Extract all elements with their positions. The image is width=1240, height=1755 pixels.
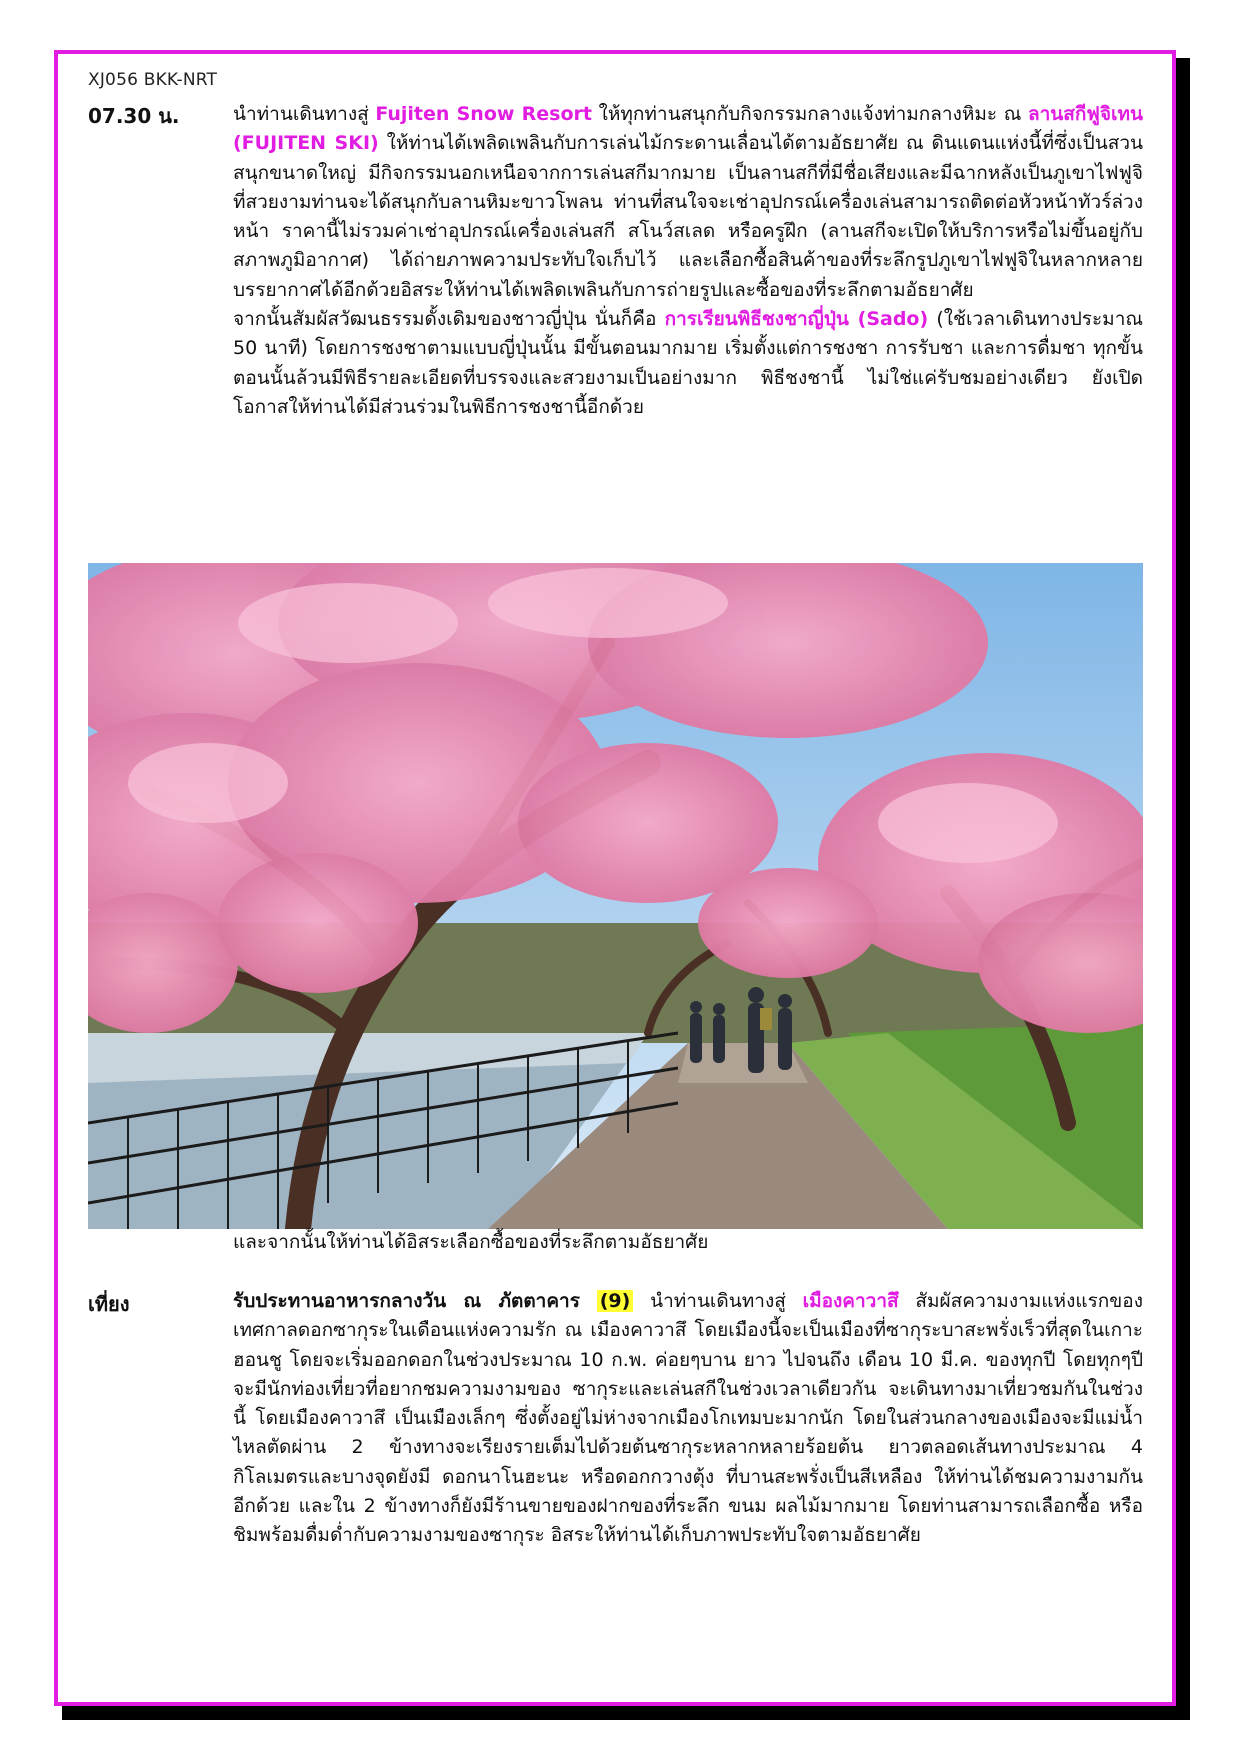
meal-count-badge: (9) bbox=[597, 1290, 634, 1312]
lunch-text-b: สัมผัสความงามแห่งแรกของเทศกาลดอกซากุระในเดือนแห่งความรัก ณ เมืองคาวาสึ โดยเมืองนี้จะเป็นเมืองที่ซากุระบาสะพรั่งเร็วที่สุดในเกาะฮอนชู โดยจะเริ่มออกดอกในช่วงประมาณ 10 ก.พ. ค่อยๆบาน ยาว ไปจนถึง เดือน 10 มี.ค. ของทุกปี โดยทุกๆปีจะมีนักท่องเที่ยวที่อยากชมความงามของ ซากุระและเล่นสกีในช่วงเวลาเดียวกัน จะเดินทางมาเที่ยวชมกันในช่วงนี้ โดยเมืองคาวาสึ เป็นเมืองเล็กๆ ซึ่งตั้งอยู่ไม่ห่างจากเมืองโกเทมบะมากนัก โดยในส่วนกลางของเมืองจะมีแม่น้ำไหลตัดผ่าน 2 ข้างทางจะเรียงรายเต็มไปด้วยต้นซากุระหลากหลายร้อยต้น ยาวตลอดเส้นทางประมาณ 4 กิโลเมตรและบางจุดยังมี ดอกนาโนฮะนะ หรือดอกกวางตุ้ง ที่บานสะพรั่งเป็นสีเหลือง ให้ท่านได้ชมความงามกันอีกด้วย และใน 2 ข้างทางก็ยังมีร้านขายของฝากของที่ระลึก ขนม ผลไม้มากมาย โดยท่านสามารถเลือกซื้อ หรือ ชิมพร้อมดื่มด่ำกับความงามของซากุระ อิสระให้ท่านได้เก็บภาพประทับใจตามอัธยาศัย bbox=[233, 1290, 1143, 1547]
tea-text-a: จากนั้นสัมผัสวัฒนธรรมดั้งเดิมของชาวญี่ปุ่น นั่นก็คือ bbox=[233, 308, 665, 331]
morning-text-c: ให้ท่านได้เพลิดเพลินกับการเล่นไม้กระดานเลื่อนได้ตามอัธยาศัย ณ ดินแดนแห่งนี้ที่ซึ่งเป็นสวนสนุกขนาดใหญ่ มีกิจกรรมนอกเหนือจากการเล่นสกีมากมาย เป็นลานสกีที่มีชื่อเสียงและมีฉากหลังเป็นภูเขาไฟฟูจิที่สวยงามท่านจะได้สนุกกับลานหิมะขาวโพลน ท่านที่สนใจจะเช่าอุปกรณ์เครื่องเล่นสามารถติดต่อหัวหน้าทัวร์ล่วงหน้า ราคานี้ไม่รวมค่าเช่าอุปกรณ์เครื่องเล่นสกี สโนว์สเลด หรือครูฝึก (ลานสกีจะเปิดให้บริการหรือไม่ขึ้นอยู่กับสภาพภูมิอากาศ) ได้ถ่ายภาพความประทับใจเก็บไว้ และเลือกซื้อสินค้าของที่ระลึกรูปภูเขาไฟฟูจิในหลากหลายบรรยากาศได้อีกด้วยอิสระให้ท่านได้เพลิดเพลินกับการถ่ายรูปและซื้อของที่ระลึกตามอัธยาศัย bbox=[233, 132, 1143, 301]
cherry-blossom-photo bbox=[88, 563, 1143, 1229]
morning-paragraph bbox=[233, 100, 1143, 422]
lunch-paragraph bbox=[233, 1287, 1143, 1551]
time-0730: 07.30 น. bbox=[88, 104, 180, 128]
tea-ceremony-highlight: การเรียนพิธีชงชาญี่ปุ่น (Sado) bbox=[664, 308, 929, 331]
morning-text-a: นำท่านเดินทางสู่ bbox=[233, 103, 376, 125]
morning-text-b: ให้ทุกท่านสนุกกับกิจกรรมกลางแจ้งท่ามกลางหิมะ ณ bbox=[591, 103, 1028, 125]
tour-code: XJ056 BKK-NRT bbox=[88, 70, 218, 90]
lunch-meal: รับประทานอาหารกลางวัน ณ ภัตตาคาร bbox=[233, 1290, 580, 1312]
fujiten-snow-resort: Fujiten Snow Resort bbox=[375, 103, 592, 125]
photo-caption: และจากนั้นให้ท่านได้อิสระเลือกซื้อของที่ระลึกตามอัธยาศัย bbox=[233, 1231, 709, 1253]
tea-text-b: (ใช้เวลาเดินทางประมาณ 50 นาที) โดยการชงชาตามแบบญี่ปุ่นนั้น มีขั้นตอนมากมาย เริ่มตั้งแต่การชงชา การรับชา และการดื่มชา ทุกขั้นตอนนั้นล้วนมีพิธีรายละเอียดที่บรรจงและสวยงามเป็นอย่างมาก พิธีชงชานี้ ไม่ใช่แค่รับชมอย่างเดียว ยังเปิดโอกาสให้ท่านได้มีส่วนร่วมในพิธีการชงชานี้อีกด้วย bbox=[233, 308, 1143, 418]
time-noon: เที่ยง bbox=[88, 1292, 130, 1316]
lunch-text-a: นำท่านเดินทางสู่ bbox=[633, 1290, 803, 1312]
kawazu-highlight: เมืองคาวาสึ bbox=[802, 1290, 899, 1312]
fujiten-ski: ลานสกีฟูจิเทน (FUJITEN SKI) bbox=[233, 103, 1143, 155]
